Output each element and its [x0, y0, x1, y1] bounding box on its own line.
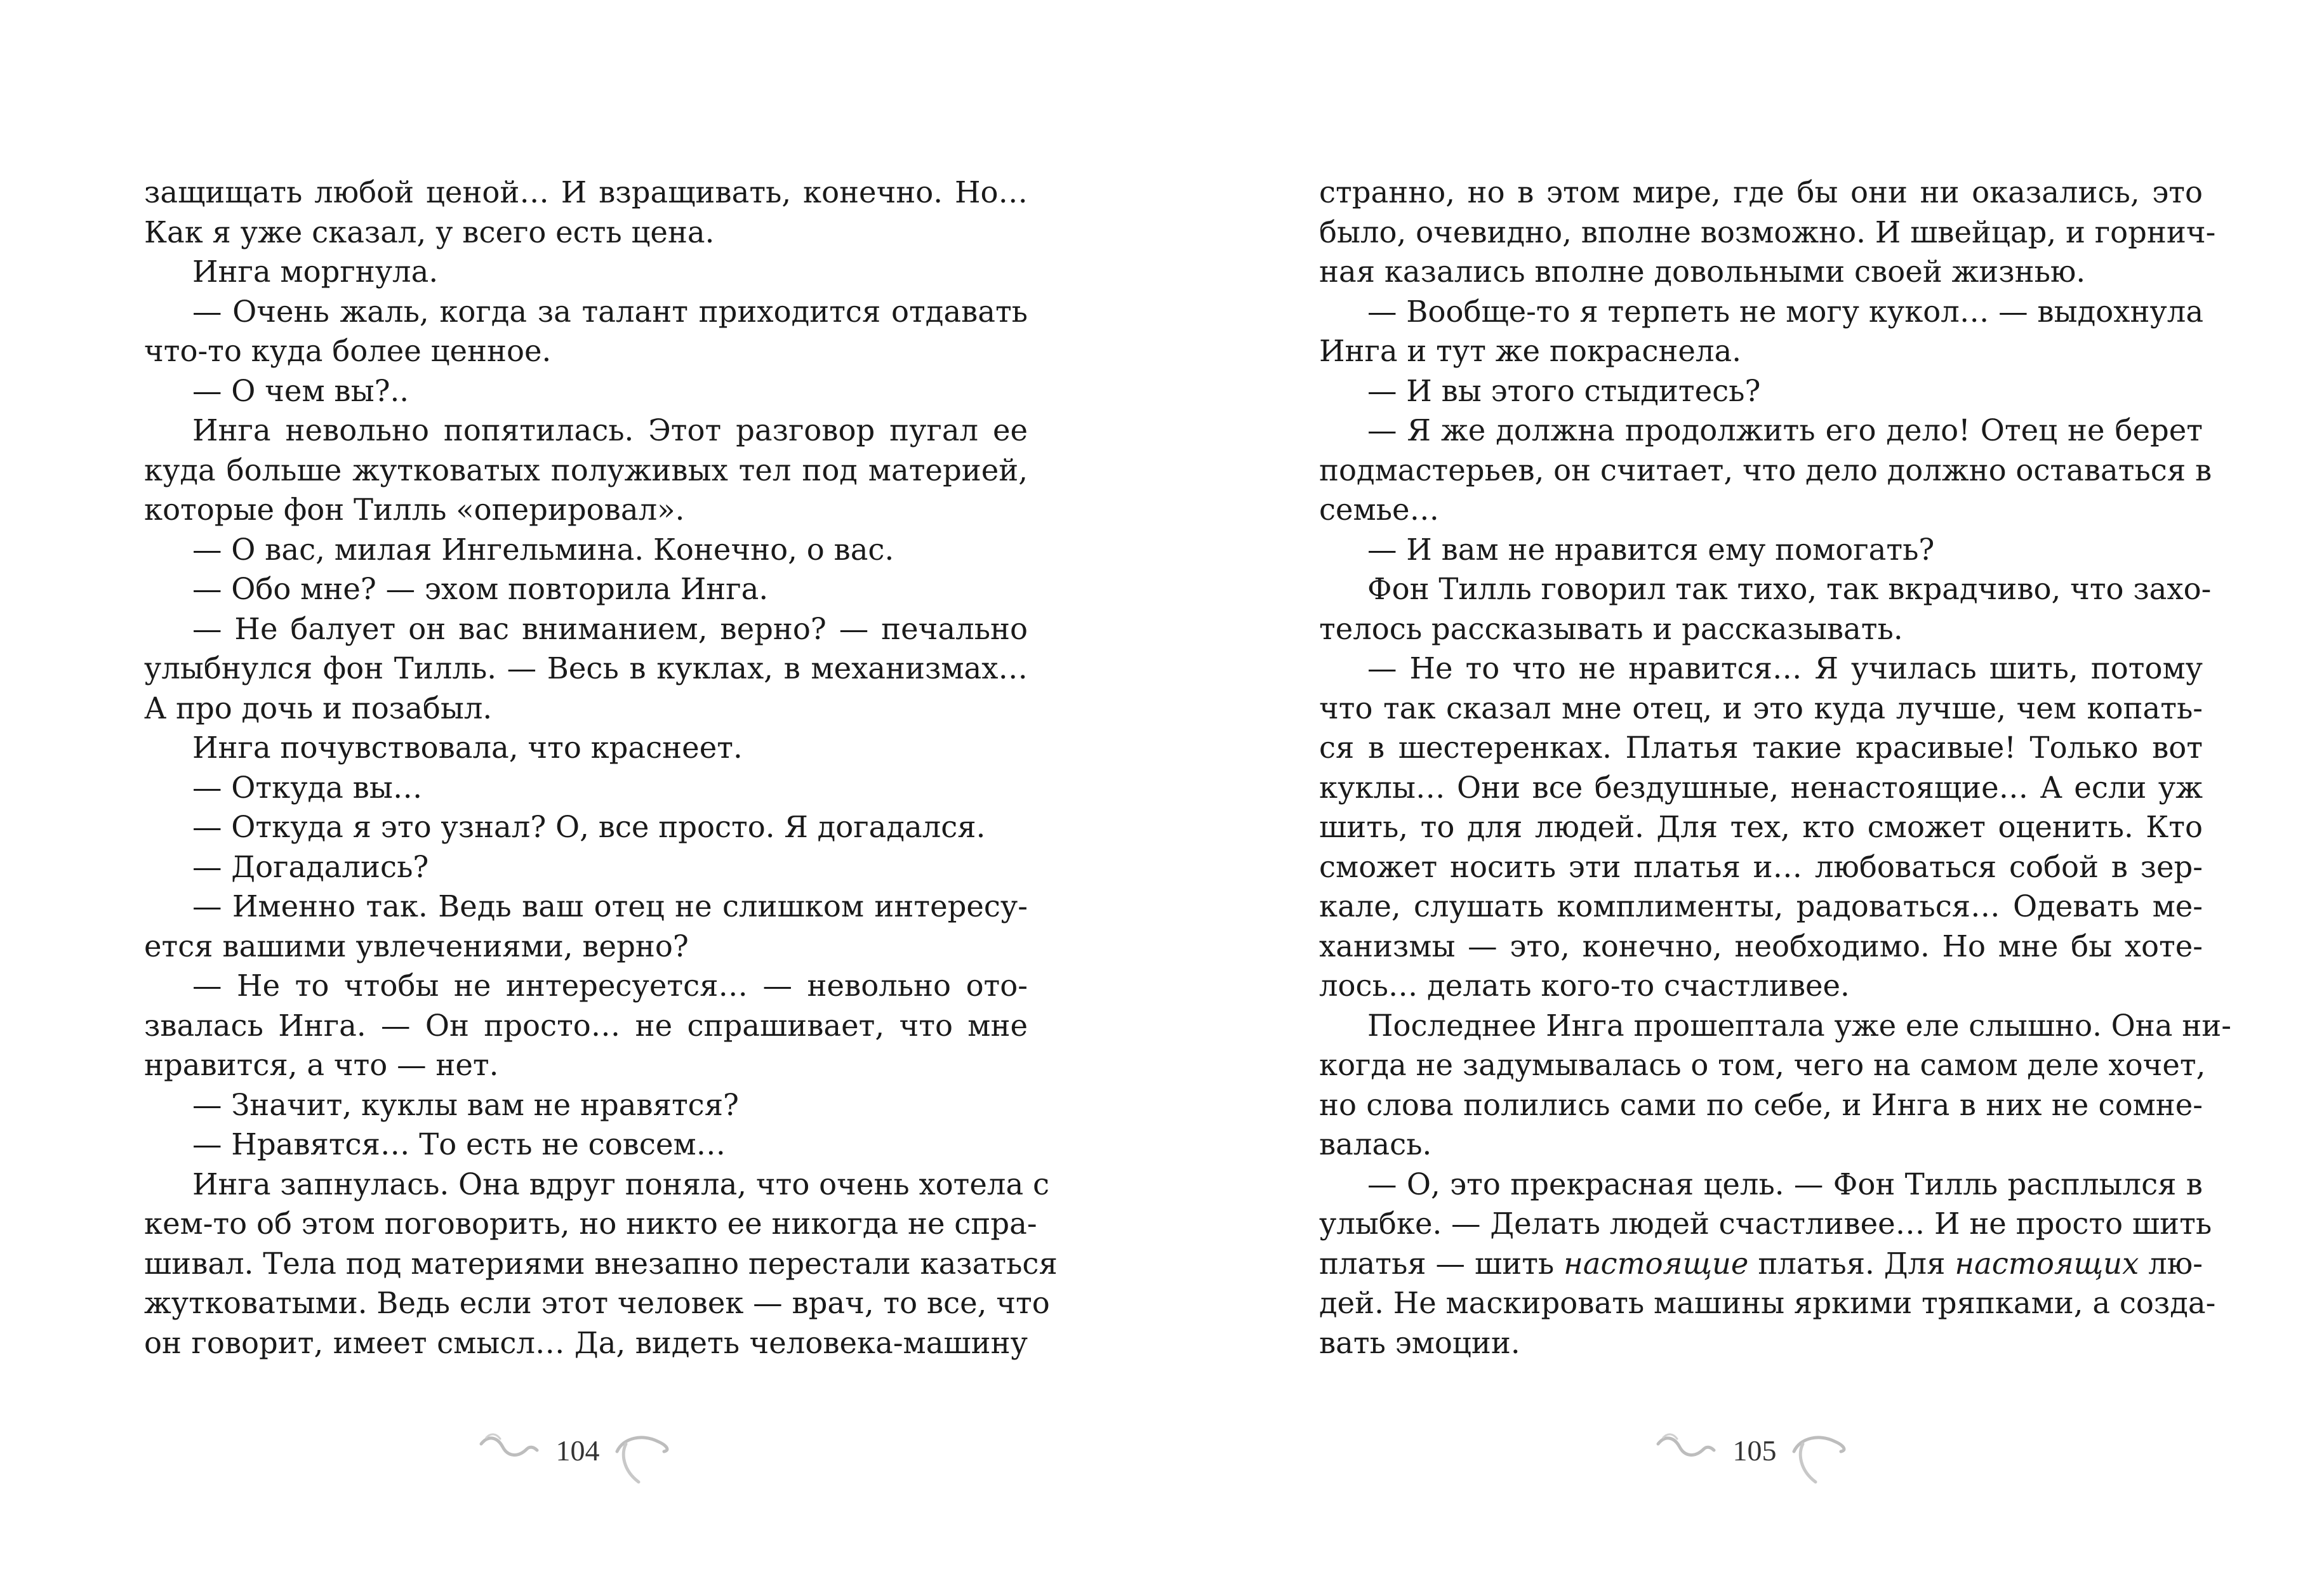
text-line: телось рассказывать и рассказывать.	[1319, 611, 1903, 646]
text-segment: платья. Для	[1748, 1246, 1955, 1281]
text-line: куда больше жутковатых полуживых тел под материей,	[144, 453, 1028, 487]
text-line: шить, то для людей. Для тех, кто сможет оценить. Кто	[1319, 810, 2203, 844]
text-line: ханизмы — это, конечно, необходимо. Но мне бы хоте-	[1319, 929, 2203, 963]
text-line: что так сказал мне отец, и это куда лучше, чем копать-	[1319, 691, 2203, 725]
page-number: 104	[555, 1434, 600, 1467]
text-line: но слова полились сами по себе, и Инга в них не сомне-	[1319, 1087, 2203, 1122]
italic-text: настоящих	[1955, 1246, 2139, 1281]
text-line: он говорит, имеет смысл… Да, видеть человека-машину	[144, 1325, 1028, 1360]
text-line: что-то куда более ценное.	[144, 334, 552, 368]
text-line: семье…	[1319, 493, 1440, 527]
text-line: — О, это прекрасная цель. — Фон Тилль расплылся в	[1367, 1167, 2203, 1201]
text-line: — И вы этого стыдитесь?	[1367, 373, 1761, 408]
text-line: ся в шестеренках. Платья такие красивые! Только вот	[1319, 731, 2203, 765]
text-line: нравится, а что — нет.	[144, 1048, 499, 1082]
text-line: — Я же должна продолжить его дело! Отец не берет	[1367, 413, 2203, 447]
text-line: ная казались вполне довольными своей жизнью.	[1319, 255, 2086, 289]
text-line: — Нравятся… То есть не совсем…	[192, 1127, 726, 1161]
text-line: вать эмоции.	[1319, 1325, 1520, 1360]
text-line: странно, но в этом мире, где бы они ни оказались, это	[1319, 175, 2203, 209]
text-line: жутковатыми. Ведь если этот человек — врач, то все, что	[144, 1286, 1050, 1320]
text-line: — Откуда вы…	[192, 770, 423, 805]
text-line: Фон Тилль говорил так тихо, так вкрадчиво, что захо-	[1367, 572, 2212, 606]
text-line: которые фон Тилль «оперировал».	[144, 493, 685, 527]
text-line: — Не балует он вас вниманием, верно? — печально	[192, 611, 1028, 646]
text-line: когда не задумывалась о том, чего на самом деле хочет,	[1319, 1048, 2206, 1082]
text-line: кем-то об этом поговорить, но никто ее никогда не спра-	[144, 1207, 1037, 1241]
text-line: Как я уже сказал, у всего есть цена.	[144, 215, 715, 249]
page-number-footer	[476, 1419, 679, 1488]
text-line: — Именно так. Ведь ваш отец не слишком интересу-	[192, 889, 1028, 923]
text-line: Инга невольно попятилась. Этот разговор пугал ее	[192, 413, 1028, 447]
text-line: куклы… Они все бездушные, ненастоящие… А если уж	[1319, 770, 2203, 805]
text-line: — И вам не нравится ему помогать?	[1367, 532, 1935, 567]
text-line: улыбке. — Делать людей счастливее… И не просто шить	[1319, 1207, 2212, 1241]
text-line: — Догадались?	[192, 849, 429, 884]
text-line: сможет носить эти платья и… любоваться собой в зер-	[1319, 849, 2203, 884]
text-line: — О чем вы?..	[192, 373, 409, 408]
text-line: дей. Не маскировать машины яркими тряпками, а созда-	[1319, 1286, 2216, 1320]
text-line: — О вас, милая Ингельмина. Конечно, о вас.	[192, 532, 894, 567]
text-line: — Значит, куклы вам не нравятся?	[192, 1087, 739, 1122]
page-number: 105	[1732, 1434, 1777, 1467]
text-line: звалась Инга. — Он просто… не спрашивает, что мне	[144, 1008, 1028, 1043]
text-segment: платья — шить	[1319, 1246, 1564, 1281]
text-line: Последнее Инга прошептала уже еле слышно. Она ни-	[1367, 1008, 2231, 1043]
text-line: подмастерьев, он считает, что дело должно оставаться в	[1319, 453, 2212, 487]
text-line	[1319, 1244, 2203, 1284]
text-line: — Очень жаль, когда за талант приходится отдавать	[192, 294, 1028, 329]
left-page-text	[144, 173, 1058, 1363]
text-line: защищать любой ценой… И взращивать, конечно. Но…	[144, 175, 1028, 209]
text-line: кале, слушать комплименты, радоваться… Одевать ме-	[1319, 889, 2203, 923]
text-line: Инга моргнула.	[192, 255, 439, 289]
text-line: валась.	[1319, 1127, 1432, 1161]
page-number-footer	[1653, 1419, 1856, 1488]
text-line: было, очевидно, вполне возможно. И швейцар, и горнич-	[1319, 215, 2216, 249]
text-line: — Не то чтобы не интересуется… — невольно ото-	[192, 969, 1028, 1003]
text-line: А про дочь и позабыл.	[144, 691, 493, 725]
text-line: шивал. Тела под материями внезапно перестали казаться	[144, 1246, 1058, 1281]
italic-text: настоящие	[1564, 1246, 1749, 1281]
text-line: Инга запнулась. Она вдруг поняла, что очень хотела с	[192, 1167, 1049, 1201]
text-line: — Откуда я это узнал? О, все просто. Я догадался.	[192, 810, 986, 844]
text-line: Инга и тут же покраснела.	[1319, 334, 1741, 368]
text-segment: лю-	[2139, 1246, 2203, 1281]
text-line: Инга почувствовала, что краснеет.	[192, 731, 743, 765]
text-line: — Не то что не нравится… Я училась шить, потому	[1367, 651, 2203, 685]
text-line: — Обо мне? — эхом повторила Инга.	[192, 572, 769, 606]
text-line: лось… делать кого-то счастливее.	[1319, 969, 1850, 1003]
right-page-text	[1319, 173, 2231, 1363]
text-line: — Вообще-то я терпеть не могу кукол… — выдохнула	[1367, 294, 2204, 329]
text-line: ется вашими увлечениями, верно?	[144, 929, 689, 963]
text-line: улыбнулся фон Тилль. — Весь в куклах, в механизмах…	[144, 651, 1028, 685]
right-page	[1162, 0, 2324, 1574]
